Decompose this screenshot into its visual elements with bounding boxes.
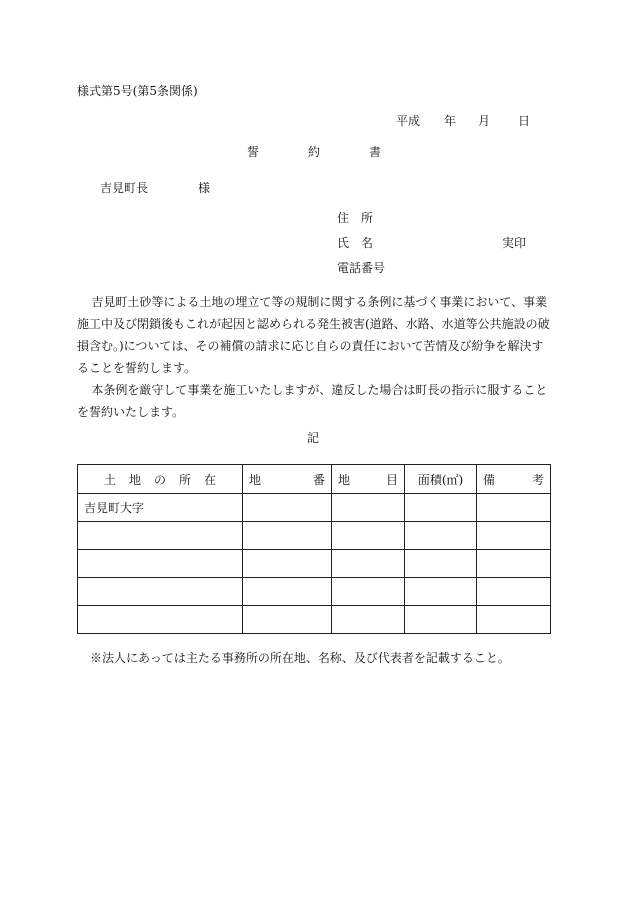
form-number: 様式第5号(第5条関係): [77, 84, 198, 98]
cell-location[interactable]: [78, 550, 243, 578]
cell-land-category[interactable]: [332, 522, 405, 550]
name-label: 氏 名: [337, 236, 374, 250]
document-title: [247, 145, 430, 159]
address-label: 住 所: [337, 211, 374, 225]
cell-location[interactable]: [78, 606, 243, 634]
addressee-honorific: 様: [198, 181, 211, 195]
header-remarks: 備 考: [477, 465, 551, 494]
cell-remarks[interactable]: [477, 494, 551, 522]
body-paragraph: 吉見町土砂等による土地の埋立て等の規制に関する条例に基づく事業において、事業施工中及び閉鎖後もこれが起因と認められる発生被害(道路、水路、水道等公共施設の破損含む。)については、その補償の請求に応じ自らの責任において苦情及び紛争を解決することを誓約します。: [77, 295, 550, 375]
cell-area[interactable]: [405, 550, 477, 578]
cell-area[interactable]: [405, 578, 477, 606]
table-header-row: [78, 465, 551, 494]
cell-lot-number[interactable]: [243, 578, 332, 606]
cell-area[interactable]: [405, 494, 477, 522]
cell-area[interactable]: [405, 522, 477, 550]
cell-land-category[interactable]: [332, 606, 405, 634]
date-year: 年: [444, 114, 457, 128]
title-char: 約: [308, 145, 321, 159]
phone-label: 電話番号: [337, 261, 386, 275]
date-month: 月: [478, 114, 491, 128]
header-location: 土 地 の 所 在: [78, 465, 243, 494]
title-char: 誓: [247, 145, 260, 159]
cell-land-category[interactable]: [332, 550, 405, 578]
cell-remarks[interactable]: [477, 550, 551, 578]
footnote: ※法人にあっては主たる事務所の所在地、名称、及び代表者を記載すること。: [90, 651, 510, 665]
addressee-name: 吉見町長: [100, 181, 149, 195]
title-char: 書: [369, 145, 382, 159]
cell-lot-number[interactable]: [243, 522, 332, 550]
header-land-category: 地 目: [332, 465, 405, 494]
table-row: [78, 494, 551, 522]
cell-remarks[interactable]: [477, 522, 551, 550]
body-paragraph: 本条例を厳守して事業を施工いたしますが、違反した場合は町長の指示に服することを誓約いたします。: [77, 383, 548, 419]
cell-remarks[interactable]: [477, 578, 551, 606]
cell-remarks[interactable]: [477, 606, 551, 634]
ki-heading: 記: [307, 431, 320, 445]
addressee: [100, 181, 210, 195]
table-row: [78, 522, 551, 550]
header-area: 面積(㎡): [405, 465, 477, 494]
land-table: [77, 464, 551, 634]
cell-lot-number[interactable]: [243, 494, 332, 522]
body-text: [77, 291, 552, 423]
cell-area[interactable]: [405, 606, 477, 634]
cell-land-category[interactable]: [332, 578, 405, 606]
date-line: [396, 114, 530, 128]
table-row: [78, 606, 551, 634]
cell-lot-number[interactable]: [243, 606, 332, 634]
cell-land-category[interactable]: [332, 494, 405, 522]
cell-location[interactable]: 吉見町大字: [78, 494, 243, 522]
header-lot-number: 地 番: [243, 465, 332, 494]
seal-label: 実印: [502, 236, 527, 250]
table-row: [78, 578, 551, 606]
cell-location[interactable]: [78, 522, 243, 550]
cell-lot-number[interactable]: [243, 550, 332, 578]
date-era: 平成: [396, 114, 421, 128]
date-day: 日: [518, 114, 531, 128]
table-row: [78, 550, 551, 578]
cell-location[interactable]: [78, 578, 243, 606]
